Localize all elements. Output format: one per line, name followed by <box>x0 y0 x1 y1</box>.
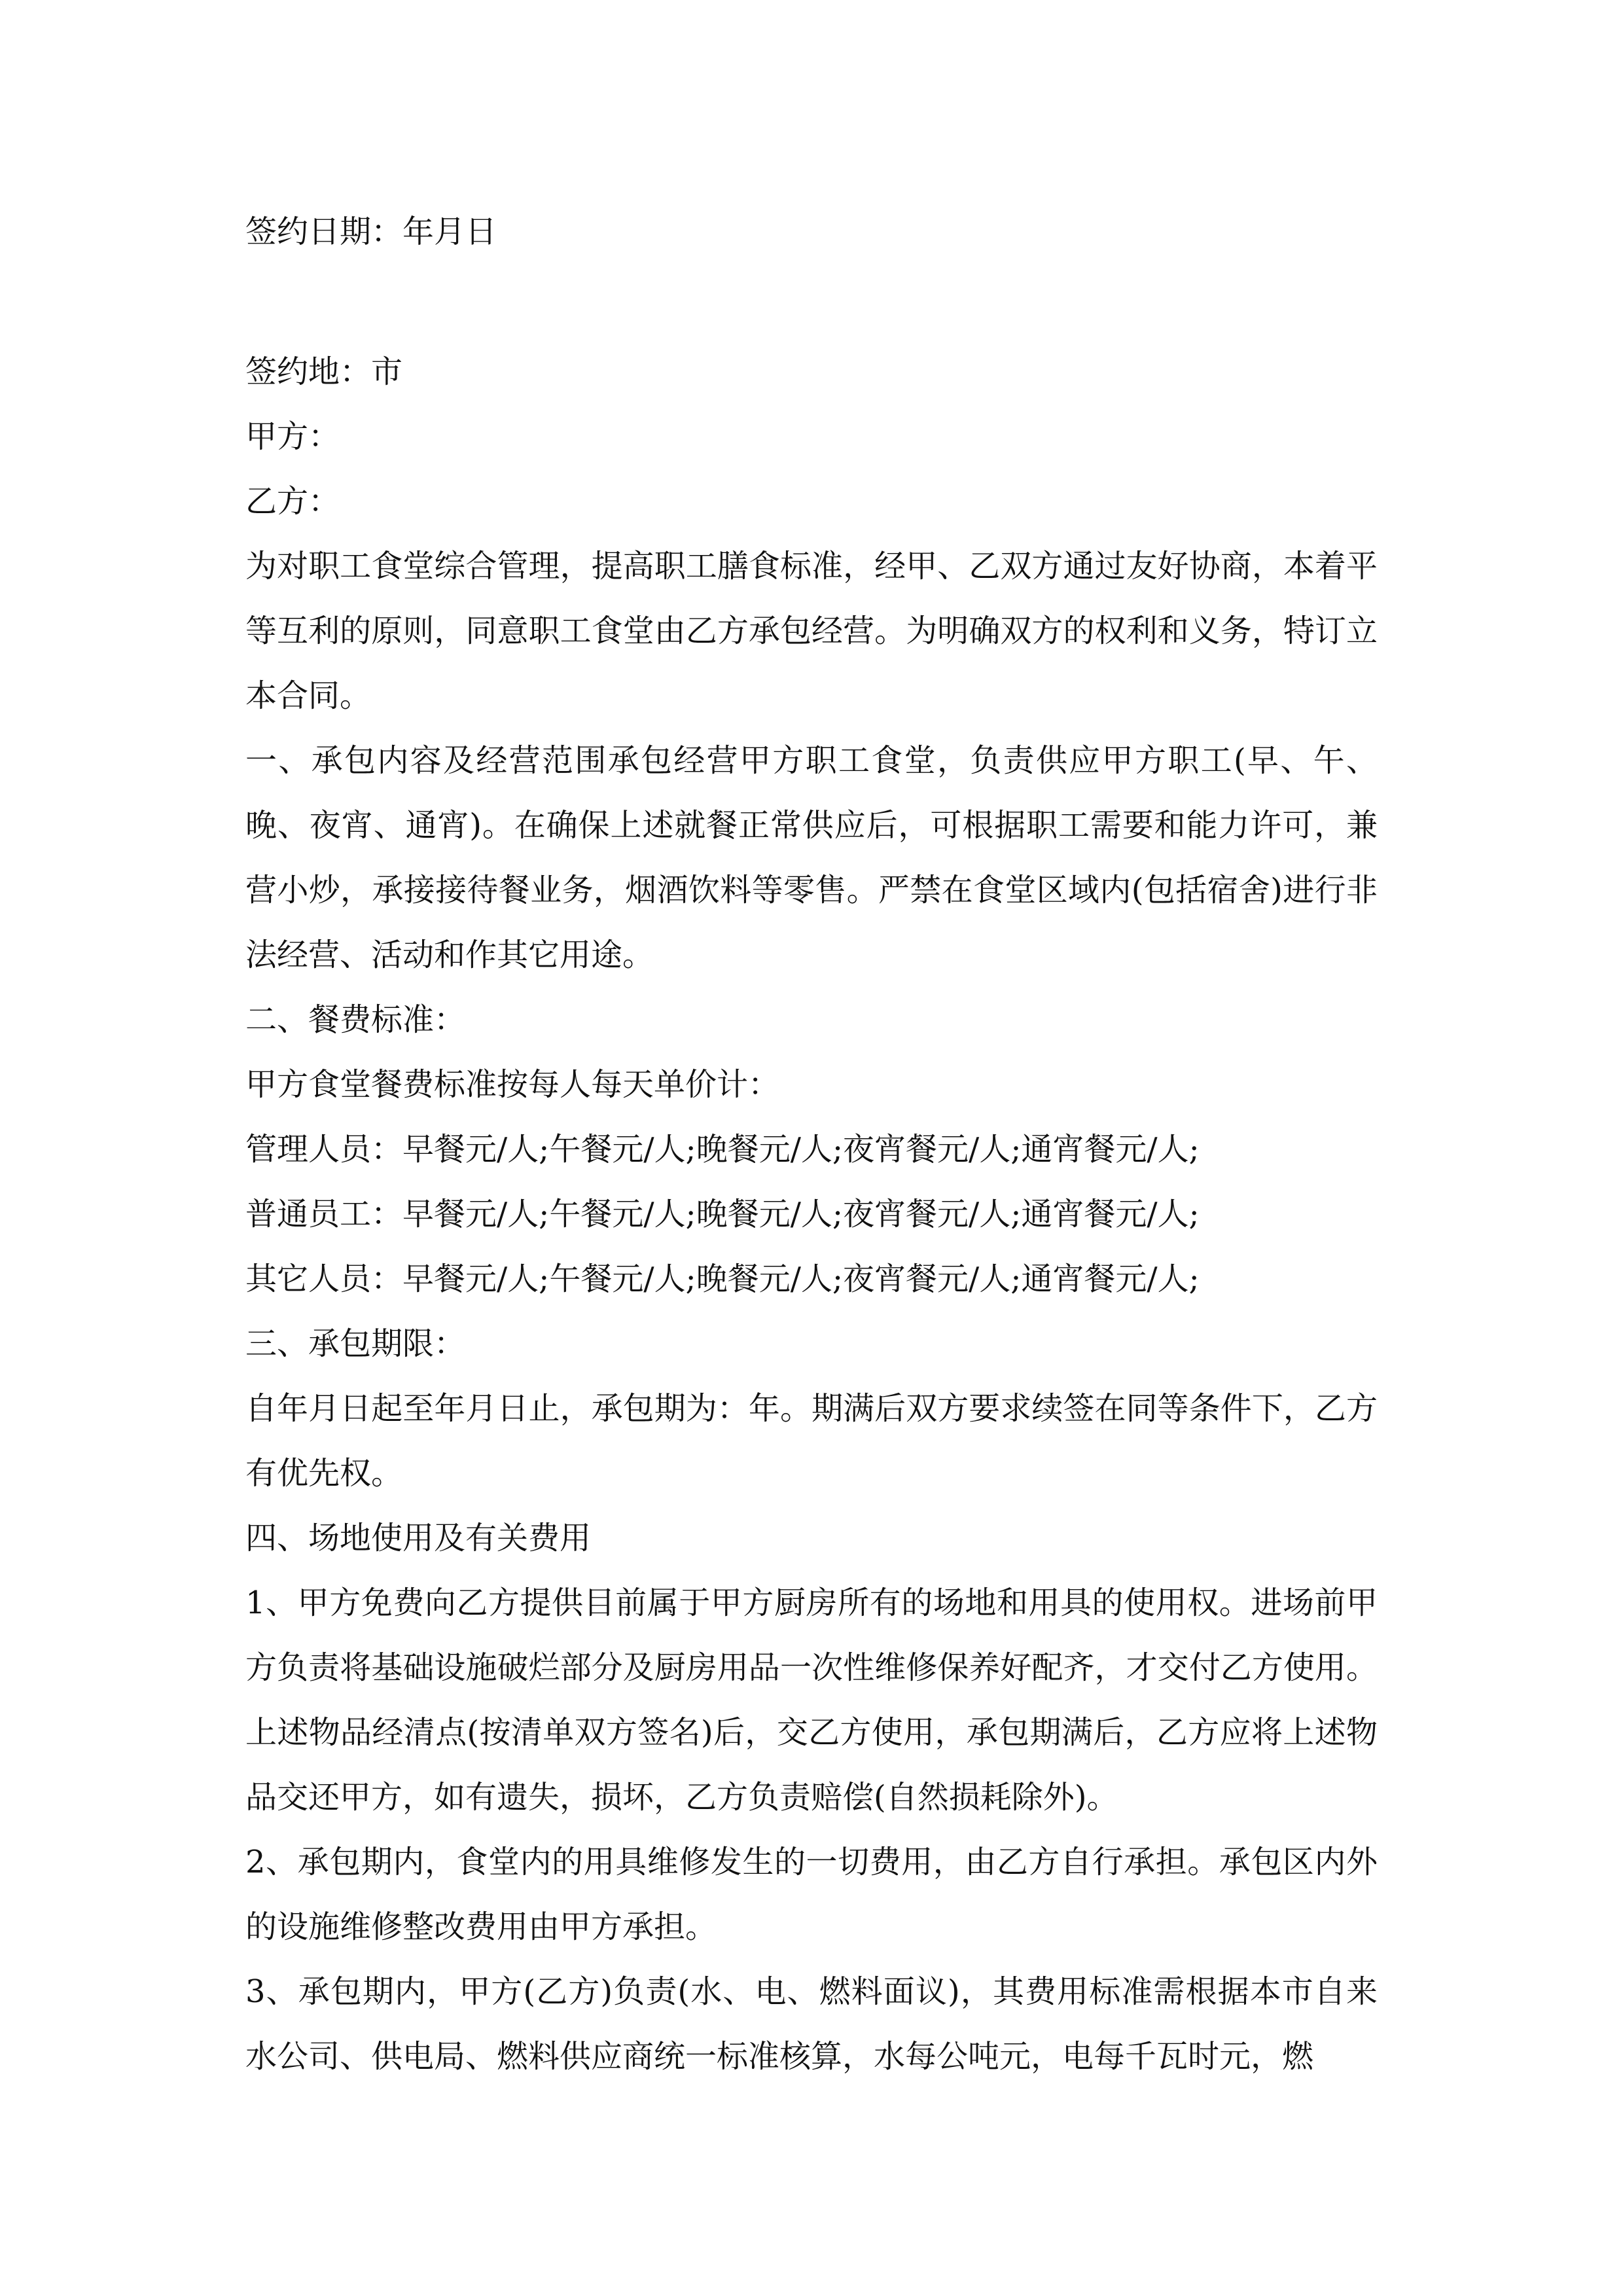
section-3-body: 自年月日起至年月日止，承包期为：年。期满后双方要求续签在同等条件下，乙方有优先权。 <box>245 1390 1378 1492</box>
fee-other: 其它人员：早餐元/人;午餐元/人;晚餐元/人;夜宵餐元/人;通宵餐元/人; <box>245 1261 1200 1297</box>
sign-date: 签约日期：年月日 <box>245 213 497 250</box>
spacer <box>245 264 1378 340</box>
document-body <box>245 200 1378 2089</box>
section-4-item-3: 3、承包期内，甲方(乙方)负责(水、电、燃料面议)，其费用标准需根据本市自来水公司、供电局、燃料供应商统一标准核算，水每公吨元，电每千瓦时元，燃 <box>245 1973 1378 2075</box>
sign-place: 签约地：市 <box>245 353 403 390</box>
fee-management: 管理人员：早餐元/人;午餐元/人;晚餐元/人;夜宵餐元/人;通宵餐元/人; <box>245 1131 1200 1168</box>
section-4-title: 四、场地使用及有关费用 <box>245 1520 592 1556</box>
party-a: 甲方： <box>245 418 340 455</box>
section-2-title: 二、餐费标准： <box>245 1001 466 1038</box>
section-4-item-2: 2、承包期内，食堂内的用具维修发生的一切费用，由乙方自行承担。承包区内外的设施维修整改费用由甲方承担。 <box>245 1844 1378 1945</box>
fee-regular: 普通员工：早餐元/人;午餐元/人;晚餐元/人;夜宵餐元/人;通宵餐元/人; <box>245 1196 1200 1232</box>
party-b: 乙方： <box>245 483 340 520</box>
intro-paragraph: 为对职工食堂综合管理，提高职工膳食标准，经甲、乙双方通过友好协商，本着平等互利的原则，同意职工食堂由乙方承包经营。为明确双方的权利和义务，特订立本合同。 <box>245 548 1378 714</box>
section-2-intro: 甲方食堂餐费标准按每人每天单价计： <box>245 1066 780 1103</box>
section-4-item-1: 1、甲方免费向乙方提供目前属于甲方厨房所有的场地和用具的使用权。进场前甲方负责将基础设施破烂部分及厨房用品一次性维修保养好配齐，才交付乙方使用。上述物品经清点(按清单双方签名)后，交乙方使用，承包期满后，乙方应将上述物品交还甲方，如有遗失，损坏，乙方负责赔偿(自然损耗除外)。 <box>245 1585 1378 1816</box>
section-3-title: 三、承包期限： <box>245 1325 466 1362</box>
section-1-paragraph: 一、承包内容及经营范围承包经营甲方职工食堂，负责供应甲方职工(早、午、晚、夜宵、通宵)。在确保上述就餐正常供应后，可根据职工需要和能力许可，兼营小炒，承接接待餐业务，烟酒饮料等零售。严禁在食堂区域内(包括宿舍)进行非法经营、活动和作其它用途。 <box>245 742 1378 973</box>
